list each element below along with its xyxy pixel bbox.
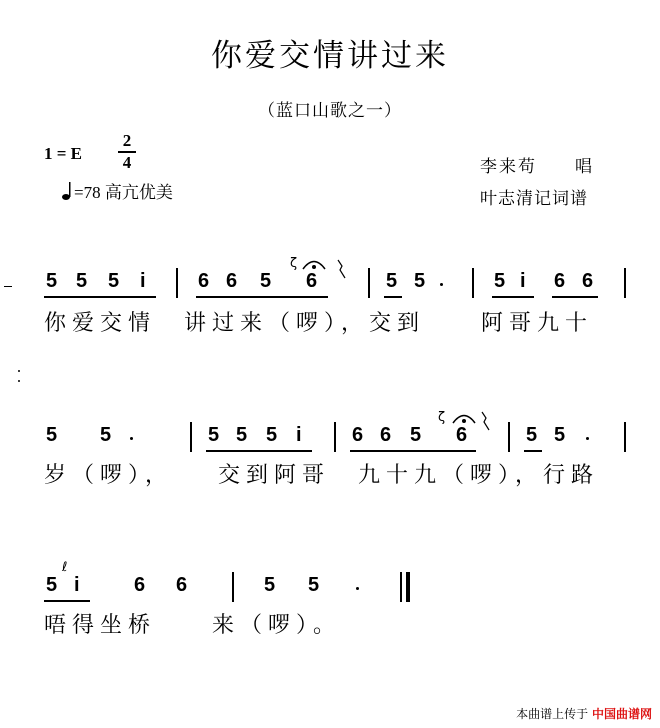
time-signature-top: 2	[122, 131, 132, 150]
footer-watermark	[516, 705, 652, 722]
note: 5	[526, 424, 538, 446]
note: 6	[226, 270, 238, 292]
note: 5	[76, 270, 88, 292]
beam	[492, 296, 534, 298]
note: 6	[352, 424, 364, 446]
note: 6	[198, 270, 210, 292]
footer-prefix: 本曲谱上传于	[516, 707, 589, 721]
barline	[624, 422, 626, 452]
note: 5	[208, 424, 220, 446]
note: 6	[380, 424, 392, 446]
note: 5	[108, 270, 120, 292]
note: 5	[46, 424, 58, 446]
beam	[206, 450, 312, 452]
barline	[368, 268, 370, 298]
tempo-marking	[62, 178, 173, 203]
note: 5	[46, 574, 58, 596]
margin-mark	[4, 286, 12, 287]
augmentation-dot	[586, 437, 589, 440]
augmentation-dot	[356, 587, 359, 590]
note: 5	[100, 424, 112, 446]
note: i	[520, 270, 526, 292]
fermata-icon	[450, 408, 478, 426]
note: i	[74, 574, 80, 596]
slide-mark-icon	[478, 410, 498, 434]
note: 5	[308, 574, 320, 596]
augmentation-dot	[440, 283, 443, 286]
beam	[552, 296, 598, 298]
margin-dot	[18, 370, 20, 372]
page-title: 你爱交情讲过来	[211, 38, 449, 74]
fermata-icon	[300, 254, 328, 272]
beam	[44, 296, 156, 298]
barline	[176, 268, 178, 298]
note: 6	[456, 424, 468, 446]
barline	[190, 422, 192, 452]
barline	[624, 268, 626, 298]
note: 6	[306, 270, 318, 292]
note: 5	[260, 270, 272, 292]
lyrics-line-1: 你爱交情 讲过来（啰），交到 阿哥九十	[44, 311, 594, 336]
beam	[196, 296, 328, 298]
tempo-text: =78 高亢优美	[74, 183, 173, 202]
note: 5	[264, 574, 276, 596]
credit-singer: 李来苟 唱	[480, 157, 594, 177]
time-signature-bottom: 4	[122, 152, 132, 172]
note: 6	[134, 574, 146, 596]
barline	[232, 572, 234, 602]
grace-note: ζ	[438, 410, 446, 425]
note: 5	[386, 270, 398, 292]
margin-dot	[18, 380, 20, 382]
note: 6	[582, 270, 594, 292]
lyrics-line-3: 唔得坐桥 来（啰）。	[44, 613, 342, 638]
slide-mark-icon	[334, 258, 354, 282]
augmentation-dot	[130, 437, 133, 440]
final-barline-thick	[406, 572, 410, 602]
note: 5	[554, 424, 566, 446]
time-signature	[118, 132, 136, 172]
quarter-note-icon	[62, 181, 72, 201]
note: 5	[414, 270, 426, 292]
barline	[334, 422, 336, 452]
key-signature: 1 = E	[44, 144, 83, 163]
note: 5	[494, 270, 506, 292]
barline	[508, 422, 510, 452]
note: 5	[266, 424, 278, 446]
note: 5	[236, 424, 248, 446]
beam	[44, 600, 90, 602]
final-barline-thin	[400, 572, 402, 602]
note: i	[140, 270, 146, 292]
note: 5	[46, 270, 58, 292]
note: 6	[176, 574, 188, 596]
beam	[524, 450, 542, 452]
lyrics-line-2: 岁（啰）， 交到阿哥 九十九（啰），行路	[44, 463, 600, 488]
grace-note: ζ	[290, 256, 298, 271]
grace-note: ℓ	[62, 560, 68, 575]
site-logo: 中国曲谱网	[591, 707, 652, 721]
beam	[350, 450, 476, 452]
note: 5	[410, 424, 422, 446]
beam	[384, 296, 402, 298]
note: 6	[554, 270, 566, 292]
subtitle: （蓝口山歌之一）	[258, 101, 402, 121]
note: i	[296, 424, 302, 446]
barline	[472, 268, 474, 298]
credit-notator: 叶志清记词谱	[480, 189, 588, 209]
